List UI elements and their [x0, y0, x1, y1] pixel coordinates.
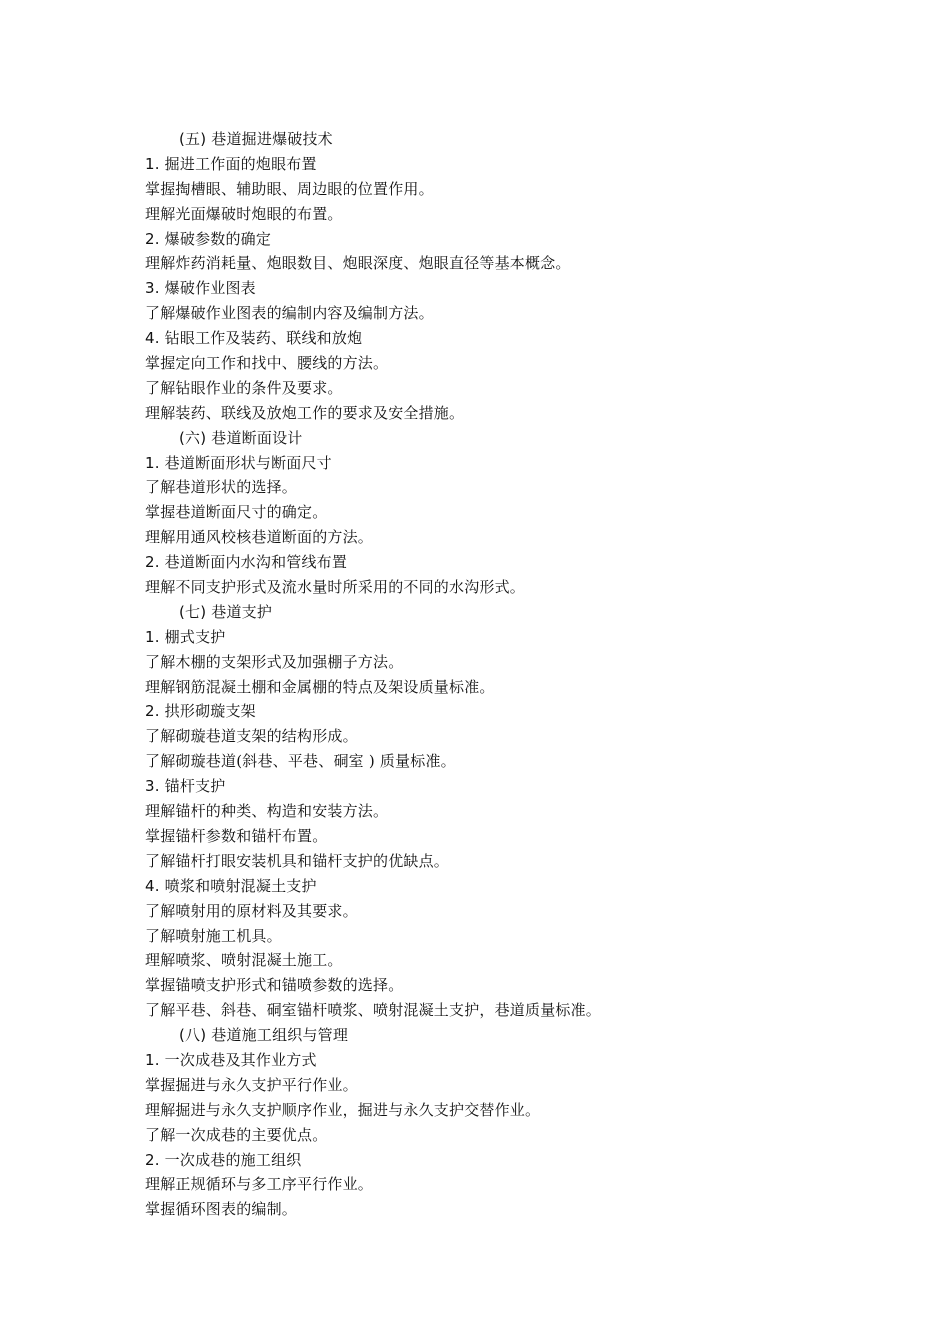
subsection-title: 2. 一次成巷的施工组织	[145, 1150, 302, 1169]
body-line: 理解不同支护形式及流水量时所采用的不同的水沟形式。	[145, 578, 526, 597]
subsection-title: 4. 钻眼工作及装药、联线和放炮	[145, 329, 363, 348]
section-heading: (八) 巷道施工组织与管理	[179, 1026, 349, 1045]
body-line: 掌握循环图表的编制。	[145, 1200, 298, 1219]
body-line: 了解喷射用的原材料及其要求。	[145, 901, 358, 920]
body-line: 理解掘进与永久支护顺序作业，掘进与永久支护交替作业。	[145, 1100, 541, 1119]
section-heading: (五) 巷道掘进爆破技术	[179, 130, 333, 148]
body-line: 理解锚杆的种类、构造和安装方法。	[145, 802, 389, 821]
body-line: 理解喷浆、喷射混凝土施工。	[145, 951, 343, 970]
body-line: 了解钻眼作业的条件及要求。	[145, 378, 343, 397]
body-line: 理解炸药消耗量、炮眼数目、炮眼深度、炮眼直径等基本概念。	[145, 254, 571, 273]
subsection-title: 3. 爆破作业图表	[145, 279, 256, 298]
body-line: 了解砌璇巷道(斜巷、平巷、硐室 ) 质量标准。	[145, 752, 456, 771]
subsection-title: 1. 棚式支护	[145, 627, 226, 646]
body-line: 掌握掘进与永久支护平行作业。	[145, 1075, 358, 1094]
body-line: 理解装药、联线及放炮工作的要求及安全措施。	[145, 403, 465, 422]
subsection-title: 2. 巷道断面内水沟和管线布置	[145, 553, 348, 572]
subsection-title: 4. 喷浆和喷射混凝土支护	[145, 876, 317, 895]
body-line: 掌握锚喷支护形式和锚喷参数的选择。	[145, 976, 404, 995]
body-line: 掌握定向工作和找中、腰线的方法。	[145, 354, 389, 373]
body-line: 掌握锚杆参数和锚杆布置。	[145, 826, 328, 845]
document-page	[145, 127, 825, 1222]
body-line: 了解喷射施工机具。	[145, 926, 282, 945]
body-line: 理解用通风校核巷道断面的方法。	[145, 528, 374, 547]
body-line: 了解木棚的支架形式及加强棚子方法。	[145, 652, 404, 671]
section-heading: (六) 巷道断面设计	[179, 428, 303, 447]
body-line: 掌握巷道断面尺寸的确定。	[145, 503, 328, 522]
subsection-title: 1. 掘进工作面的炮眼布置	[145, 154, 317, 173]
body-line: 了解巷道形状的选择。	[145, 478, 298, 497]
body-line: 掌握掏槽眼、辅助眼、周边眼的位置作用。	[145, 179, 434, 198]
body-line: 理解钢筋混凝土棚和金属棚的特点及架设质量标准。	[145, 677, 495, 696]
body-line: 理解正规循环与多工序平行作业。	[145, 1175, 374, 1194]
subsection-title: 1. 一次成巷及其作业方式	[145, 1050, 317, 1069]
subsection-title: 2. 拱形砌璇支架	[145, 702, 256, 721]
body-line: 理解光面爆破时炮眼的布置。	[145, 204, 343, 223]
body-line: 了解爆破作业图表的编制内容及编制方法。	[145, 304, 434, 323]
body-line: 了解一次成巷的主要优点。	[145, 1125, 328, 1144]
body-line: 了解锚杆打眼安装机具和锚杆支护的优缺点。	[145, 851, 450, 870]
subsection-title: 3. 锚杆支护	[145, 777, 226, 796]
body-line: 了解砌璇巷道支架的结构形成。	[145, 727, 358, 746]
body-line: 了解平巷、斜巷、硐室锚杆喷浆、喷射混凝土支护，巷道质量标准。	[145, 1001, 602, 1020]
section-heading: (七) 巷道支护	[179, 602, 273, 621]
subsection-title: 1. 巷道断面形状与断面尺寸	[145, 453, 332, 472]
subsection-title: 2. 爆破参数的确定	[145, 229, 272, 248]
